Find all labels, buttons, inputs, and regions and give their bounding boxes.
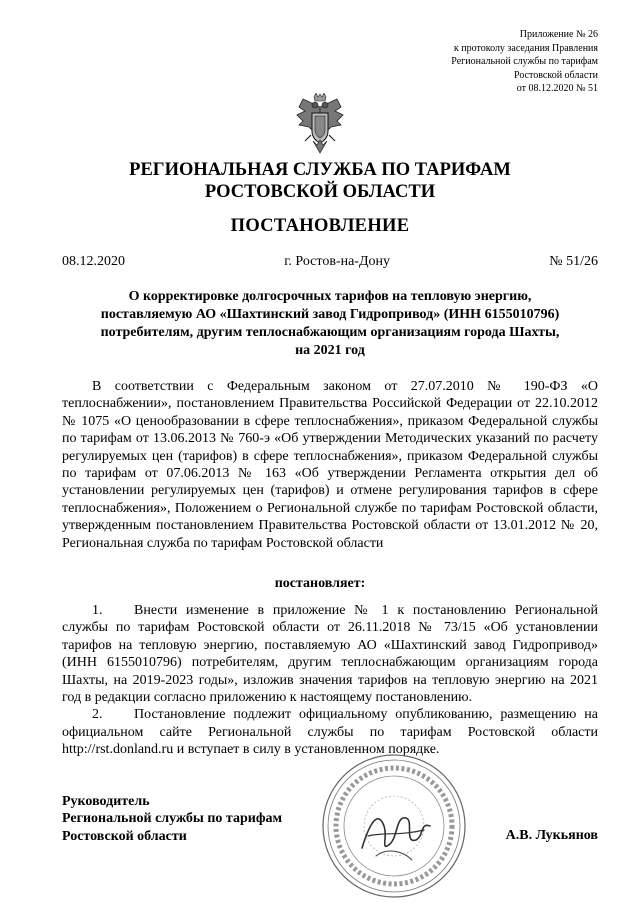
document-city: г. Ростов-на-Дону [284, 254, 391, 269]
signatory-name: А.В. Лукьянов [505, 828, 598, 843]
decree-item [62, 706, 598, 758]
org-name-line1: РЕГИОНАЛЬНАЯ СЛУЖБА ПО ТАРИФАМ [129, 160, 511, 180]
document-number: № 51/26 [549, 254, 598, 269]
subject-line: поставляемую АО «Шахтинский завод Гидропривод» (ИНН 6155010796) [100, 307, 560, 322]
decree-word: постановляет: [274, 576, 366, 591]
signatory-title-line: Региональной службы по тарифам [62, 811, 283, 827]
document-date: 08.12.2020 [62, 254, 125, 269]
subject-line: потребителям, другим теплоснабжающим организациям города Шахты, [100, 325, 560, 340]
preamble-paragraph: В соответствии с Федеральным законом от 27.07.2010 № 190-ФЗ «О теплоснабжении», постановлением Правительства Российской Федерации от 22.10.2012 № 1075 «О ценообразовании в сфере теплоснабжения», приказом Федеральной службы по тарифам от 13.06.2013 № 760-э «Об утверждении Методических указаний по расчету регулируемых цен (тарифов) в сфере теплоснабжения», приказом Федеральной службы по тарифам от 07.06.2013 № 163 «Об утверждении Регламента открытия дел об установлении регулируемых цен (тарифов) и отмене регулирования тарифов в сфере теплоснабжения», Положением о Региональной службе по тарифам Ростовской области, утвержденным постановлением Правительства Ростовской области от 13.01.2012 № 20, Региональная служба по тарифам Ростовской области [62, 379, 598, 551]
document-meta-row [62, 254, 598, 270]
appendix-line: Региональной службы по тарифам [451, 56, 598, 68]
appendix-line: Приложение № 26 [519, 29, 598, 40]
item-text: Постановление подлежит официальному опубликованию, размещению на официальном сайте Региональной службы по тарифам Ростовской области http://rst.donland.ru и вступает в силу в установленном порядке. [62, 707, 598, 758]
subject-line: О корректировке долгосрочных тарифов на тепловую энергию, [128, 289, 532, 304]
signatory-title-line: Ростовской области [62, 828, 187, 844]
appendix-line: от 08.12.2020 № 51 [516, 83, 598, 95]
item-number: 2. [92, 707, 103, 723]
item-text: Внести изменение в приложение № 1 к постановлению Региональной службы по тарифам Ростовской области от 26.11.2018 № 73/15 «Об установлении тарифов на тепловую энергию, поставляемую АО «Шахтинский завод Гидропривод» (ИНН 6155010796) потребителям, другим теплоснабжающим организациям города Шахты, на 2019-2023 годы», изложив значения тарифов на тепловую энергию на 2021 год в редакции согласно приложению к настоящему постановлению. [62, 603, 598, 706]
official-seal-icon [320, 752, 468, 900]
item-number: 1. [92, 603, 103, 618]
document-subject [85, 288, 575, 360]
decree-items [62, 602, 598, 759]
subject-line: на 2021 год [295, 343, 365, 358]
document-type-title: ПОСТАНОВЛЕНИЕ [230, 216, 410, 236]
appendix-line: к протоколу заседания Правления [453, 42, 598, 54]
decree-item [62, 602, 598, 706]
coat-of-arms-icon [293, 93, 347, 155]
signatory-title-line: Руководитель [62, 794, 150, 809]
appendix-line: Ростовской области [514, 69, 598, 81]
appendix-note [338, 28, 598, 96]
signatory-title [62, 793, 282, 845]
org-name-line2: РОСТОВСКОЙ ОБЛАСТИ [204, 182, 436, 202]
